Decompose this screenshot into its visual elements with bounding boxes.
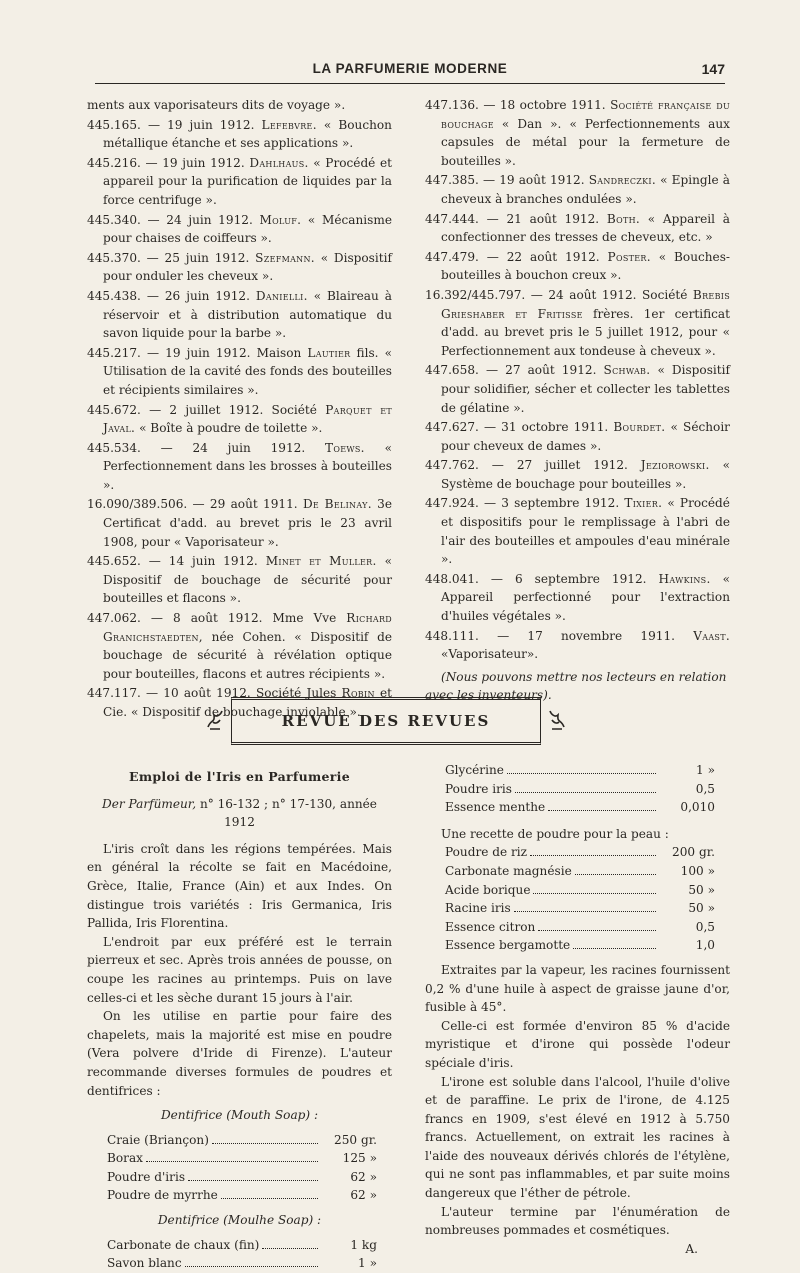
- ingredient-name: Essence citron: [445, 919, 536, 934]
- recipe-item: [445, 936, 715, 955]
- patent-author: Jeziorowski.: [640, 458, 710, 473]
- patent-date: — 27 juillet 1912.: [491, 458, 628, 473]
- ingredient-name: Carbonate de chaux (fin): [107, 1237, 260, 1252]
- patent-author: Bourdet.: [613, 420, 666, 435]
- patent-date: — 27 août 1912.: [485, 363, 597, 378]
- recipe-item: [445, 843, 715, 862]
- recipe-item: [445, 862, 715, 881]
- recipe-item: [445, 761, 715, 780]
- recipe-item: [445, 798, 715, 817]
- patent-entry: [425, 286, 730, 360]
- ingredient-name: Poudre iris: [445, 781, 512, 796]
- patent-number: 445.217.: [87, 345, 141, 360]
- leader-dots: [515, 792, 656, 793]
- leader-dots: [188, 1180, 318, 1181]
- patent-author: Danielli.: [255, 288, 308, 303]
- patent-number: 445.340.: [87, 212, 141, 227]
- ingredient-name: Glycérine: [445, 763, 504, 777]
- patent-author: Brebis Grieshaber et Fritisse: [441, 287, 730, 321]
- recipe-item: [107, 1254, 377, 1273]
- ingredient-quantity: 125 »: [342, 1151, 377, 1166]
- article-paragraph: Celle-ci est formée d'environ 85 % d'acide myristique et d'irone qui possède l'odeur spéciale d'iris.: [425, 1018, 730, 1070]
- source-journal: Der Parfümeur,: [102, 796, 197, 811]
- patent-author: Robin: [341, 686, 375, 701]
- patent-entry: [87, 154, 392, 210]
- patent-author: Tixier.: [624, 496, 663, 511]
- patent-date: — 10 août 1912. Société Jules: [146, 686, 337, 701]
- patent-entry: [425, 171, 730, 208]
- ingredient-name: Essence bergamotte: [445, 938, 571, 953]
- patent-date: — 24 juin 1912.: [147, 212, 253, 227]
- patent-number: 448.111.: [425, 628, 479, 643]
- leader-dots: [573, 948, 656, 949]
- patent-description: « Blaireau à réservoir et à distribution automatique du savon liquide pour la barbe ».: [103, 288, 392, 341]
- patent-number: 445.216.: [87, 155, 141, 170]
- ingredient-quantity: 1 »: [696, 763, 715, 777]
- ingredient-name: Craie (Briançon): [107, 1132, 209, 1147]
- patent-date: — 22 août 1912.: [486, 249, 600, 264]
- article-source: [87, 795, 392, 832]
- patent-list-left: [87, 96, 392, 723]
- article-paragraph: L'iris croît dans les régions tempérées. Mais en général la récolte se fait en Macédoine, Grèce, Italie, France (Ain) et aux Indes. On distingue trois variétés : Iris Germanica, Iris Pallida, Iris Florentina.: [87, 841, 392, 931]
- leader-dots: [507, 773, 656, 774]
- patent-date: — 6 septembre 1912.: [490, 571, 647, 586]
- patent-entry: [87, 116, 392, 153]
- patent-number: 447.479.: [425, 249, 479, 264]
- banner-box: [231, 697, 541, 745]
- ingredient-quantity: 1,0: [695, 938, 715, 953]
- ingredient-quantity: 0,010: [680, 800, 715, 815]
- patent-description: « Appareil perfectionné pour l'extraction d'huiles végétales ».: [441, 571, 730, 624]
- inventor-note: (Nous pouvons mettre nos lecteurs en relation avec les inventeurs).: [425, 669, 727, 703]
- patent-author: Poster.: [607, 249, 651, 264]
- patent-number: 16.090/389.506.: [87, 497, 188, 512]
- recipe-item: [107, 1168, 377, 1187]
- patent-number: 16.392/445.797.: [425, 287, 526, 302]
- patent-entry: [87, 401, 392, 438]
- patent-number: 445.165.: [87, 117, 141, 132]
- patent-entry: [425, 96, 730, 170]
- recipe-list: [445, 761, 715, 817]
- leader-dots: [538, 930, 656, 931]
- patent-entry: [425, 248, 730, 285]
- ingredient-quantity: 0,5: [695, 919, 715, 934]
- ingredient-name: Essence menthe: [445, 800, 546, 815]
- patent-date: — 19 juin 1912. Maison: [146, 345, 302, 360]
- patent-number: 447.924.: [425, 496, 479, 511]
- patent-entry: [425, 210, 730, 247]
- patent-author: Lefebvre.: [261, 117, 317, 132]
- patent-entry: [425, 361, 730, 417]
- patent-number: 445.672.: [87, 402, 141, 417]
- patent-number: 447.117.: [87, 686, 141, 701]
- article-left: [87, 768, 392, 1273]
- patent-description: « Epingle à cheveux à branches ondulées ».: [441, 173, 730, 206]
- patent-date: — 2 juillet 1912. Société: [149, 402, 317, 417]
- recipe-item: [445, 918, 715, 937]
- patent-description: « Perfectionnement dans les brosses à bouteilles ».: [103, 440, 392, 492]
- leader-dots: [530, 855, 656, 856]
- banner-title: REVUE DES REVUES: [281, 712, 491, 730]
- patent-entry: [87, 495, 392, 551]
- recipe-item: [445, 881, 715, 900]
- patent-date: — 21 août 1912.: [486, 211, 600, 226]
- recipe-item: [107, 1236, 377, 1255]
- ingredient-quantity: 1 kg: [350, 1237, 377, 1252]
- ingredient-quantity: 1 »: [358, 1256, 377, 1271]
- section-banner: [205, 697, 567, 745]
- patent-date: — 19 août 1912.: [482, 173, 585, 188]
- patent-description: fils. « Utilisation de la cavité des fonds des bouteilles et récipients similaires ».: [103, 345, 392, 397]
- patent-author: Schwab.: [603, 363, 651, 378]
- patent-entry: [87, 249, 392, 286]
- patent-author: Sandreczki.: [588, 173, 657, 188]
- patent-entry: [87, 287, 392, 343]
- ingredient-quantity: 200 gr.: [672, 845, 715, 860]
- patent-date: — 29 août 1911.: [192, 497, 298, 512]
- patent-number: 447.385.: [425, 173, 479, 188]
- patent-description: « Séchoir pour cheveux de dames ».: [441, 420, 730, 453]
- patent-date: — 17 novembre 1911.: [497, 628, 676, 643]
- patent-entry: [87, 96, 392, 115]
- page-header: [95, 55, 725, 85]
- patent-description: 3e Certificat d'add. au brevet pris le 23 avril 1908, pour « Vaporisateur ».: [103, 497, 392, 549]
- ingredient-quantity: 62 »: [350, 1169, 377, 1184]
- ornament-icon: [205, 709, 225, 731]
- patent-date: — 3 septembre 1912.: [484, 496, 620, 511]
- ingredient-name: Poudre de riz: [445, 845, 528, 860]
- patent-description: née Cohen. « Dispositif de bouchage de sécurité à révélation optique pour bouteilles, flacons et autres récipients ».: [103, 629, 392, 681]
- leader-dots: [514, 911, 656, 912]
- recipe-item: [445, 899, 715, 918]
- patent-description: « Procédé et dispositifs pour le remplissage à l'abri de l'air des bouteilles et ampoules d'eau minérale ».: [441, 496, 730, 567]
- patent-description: « Procédé et appareil pour la purification de liquides par la force centrifuge ».: [103, 155, 392, 207]
- patent-date: — 24 août 1912. Société: [530, 287, 688, 302]
- page-number: 147: [701, 61, 725, 77]
- patent-date: — 19 juin 1912.: [147, 117, 255, 132]
- patent-author: Dahlhaus.: [249, 155, 309, 170]
- patent-number: 447.627.: [425, 420, 479, 435]
- article-paragraph: L'endroit par eux préféré est le terrain pierreux et sec. Après trois années de pousse, on coupe les racines au printemps. Puis on lave celles-ci et les sèche durant 15 jours à l'air.: [87, 934, 392, 1005]
- patent-author: Both.: [606, 211, 641, 226]
- ornament-icon: [547, 709, 567, 731]
- patent-description: « Dan ». « Perfectionnements aux capsules de métal pour la fermeture de bouteilles ».: [441, 116, 730, 168]
- patent-entry: [87, 439, 392, 495]
- patent-description: « Appareil à confectionner des tresses de cheveux, etc. »: [441, 211, 730, 245]
- patent-description: ments aux vaporisateurs dits de voyage ».: [87, 98, 346, 112]
- patent-entry: [425, 418, 730, 455]
- header-rule: [95, 83, 725, 84]
- patent-entry: [87, 609, 392, 683]
- patent-date: — 24 juin 1912.: [160, 440, 306, 455]
- patent-number: 445.534.: [87, 440, 141, 455]
- ingredient-quantity: 50 »: [688, 901, 715, 916]
- ingredient-quantity: 50 »: [688, 882, 715, 897]
- running-title: LA PARFUMERIE MODERNE: [312, 61, 508, 76]
- patent-entry: [87, 552, 392, 608]
- leader-dots: [575, 874, 656, 875]
- recipe-title: Dentifrice (Mouth Soap) :: [160, 1108, 319, 1123]
- article-paragraph: L'auteur termine par l'énumération de nombreuses pommades et cosmétiques.: [425, 1204, 730, 1238]
- patent-description: « Mécanisme pour chaises de coiffeurs ».: [103, 212, 392, 246]
- patent-author: Moluf.: [259, 212, 302, 227]
- leader-dots: [212, 1143, 318, 1144]
- patent-date: — 14 juin 1912.: [148, 554, 258, 569]
- patent-number: 447.762.: [425, 458, 479, 473]
- patent-date: — 8 août 1912. Mme Vve: [150, 611, 337, 626]
- patent-number: 447.444.: [425, 211, 479, 226]
- leader-dots: [221, 1198, 318, 1199]
- patent-author: Lautier: [307, 345, 351, 360]
- ingredient-name: Poudre de myrrhe: [107, 1188, 218, 1203]
- patent-date: — 25 juin 1912.: [146, 250, 250, 265]
- ingredient-quantity: 62 »: [350, 1188, 377, 1203]
- patent-description: « Bouchon métallique étanche et ses applications ».: [103, 117, 392, 151]
- source-details: n° 16-132 ; n° 17-130, année 1912: [199, 796, 377, 830]
- patent-author: Richard Granichstaedten,: [103, 611, 392, 644]
- patent-date: — 31 octobre 1911.: [483, 420, 609, 435]
- recipe-intro: Une recette de poudre pour la peau :: [441, 826, 669, 841]
- patent-description: «Vaporisateur».: [441, 647, 539, 662]
- recipe-title: Dentifrice (Moulhe Soap) :: [157, 1213, 322, 1228]
- patent-entry: [87, 211, 392, 248]
- recipe-item: [107, 1131, 377, 1150]
- patent-number: 445.370.: [87, 250, 141, 265]
- patent-number: 445.438.: [87, 288, 141, 303]
- article-right: [425, 761, 730, 1258]
- patent-date: — 18 octobre 1911.: [483, 98, 606, 112]
- patent-author: Hawkins.: [658, 571, 711, 586]
- article-paragraph: L'irone est soluble dans l'alcool, l'huile d'olive et de paraffine. Le prix de l'irone, de 4.125 francs en 1909, s'est élevé en 1912 à 5.750 francs. Actuellement, on extrait les racines à l'aide des nouveaux dérivés chlorés de l'étylène, qui ne sont pas inflammables, et par suite moins dangereux que l'éther de pétrole.: [425, 1074, 730, 1201]
- article-signature: A.: [685, 1241, 698, 1256]
- patent-date: — 19 juin 1912.: [145, 155, 245, 170]
- patent-description: « Dispositif de bouchage de sécurité pour bouteilles et flacons ».: [103, 554, 392, 606]
- leader-dots: [185, 1266, 318, 1267]
- recipe-item: [445, 780, 715, 799]
- ingredient-quantity: 0,5: [695, 781, 715, 796]
- patent-list-right: [425, 96, 730, 717]
- patent-number: 448.041.: [425, 571, 479, 586]
- leader-dots: [533, 893, 656, 894]
- recipe-item: [107, 1149, 377, 1168]
- leader-dots: [262, 1248, 318, 1249]
- patent-description: « Système de bouchage pour bouteilles ».: [441, 458, 730, 491]
- patent-number: 447.062.: [87, 611, 141, 626]
- ingredient-name: Carbonate magnésie: [445, 863, 572, 878]
- leader-dots: [146, 1161, 318, 1162]
- patent-description: « Dispositif pour solidifier, sécher et collecter les tablettes de gélatine ».: [441, 363, 730, 415]
- patent-entry: [425, 494, 730, 568]
- ingredient-name: Poudre d'iris: [107, 1169, 186, 1184]
- ingredient-name: Acide borique: [445, 882, 531, 897]
- patent-entry: [425, 570, 730, 626]
- ingredient-name: Racine iris: [445, 901, 511, 916]
- recipe-item: [107, 1186, 377, 1205]
- recipe-list: [445, 843, 715, 955]
- recipe-list: [107, 1236, 377, 1273]
- article-title: Emploi de l'Iris en Parfumerie: [129, 769, 350, 784]
- patent-number: 447.658.: [425, 363, 479, 378]
- patent-author: Parquet et Javal.: [103, 402, 393, 436]
- patent-entry: [425, 456, 730, 493]
- ingredient-quantity: 100 »: [680, 863, 715, 878]
- ingredient-name: Borax: [107, 1151, 143, 1166]
- leader-dots: [548, 810, 656, 811]
- patent-description: frères. 1er certificat d'add. au brevet pris le 5 juillet 1912, pour « Perfectionnement aux tondeuse à cheveux ».: [441, 306, 731, 358]
- patent-author: De Belinay.: [302, 497, 372, 512]
- patent-author: Société française du bouchage: [441, 98, 730, 131]
- patent-description: et Cie. « Dispositif de bouchage inviolable ».: [103, 686, 392, 719]
- patent-entry: [87, 344, 392, 400]
- ingredient-quantity: 250 gr.: [334, 1132, 377, 1147]
- patent-date: — 26 juin 1912.: [146, 288, 250, 303]
- ingredient-name: Savon blanc: [107, 1256, 182, 1271]
- patent-author: Szefmann.: [255, 250, 315, 265]
- patent-number: 445.652.: [87, 554, 141, 569]
- article-paragraph: Extraites par la vapeur, les racines fournissent 0,2 % d'une huile à aspect de graisse jaune d'or, fusible à 45°.: [425, 962, 730, 1015]
- patent-author: Vaast.: [693, 628, 730, 643]
- patent-description: « Dispositif pour onduler les cheveux ».: [103, 250, 392, 284]
- recipe-list: [107, 1131, 377, 1205]
- patent-description: « Boîte à poudre de toilette ».: [139, 421, 323, 436]
- article-paragraph: On les utilise en partie pour faire des chapelets, mais la majorité est mise en poudre (Vera polvere d'Iride di Firenze). L'auteur recommande diverses formules de poudres et dentifrices :: [87, 1009, 392, 1098]
- patent-number: 447.136.: [425, 98, 479, 112]
- patent-author: Toews.: [324, 440, 365, 455]
- patent-entry: [425, 627, 730, 664]
- patent-description: « Bouches-bouteilles à bouchon creux ».: [441, 249, 730, 283]
- patent-author: Minet et Muller.: [265, 554, 377, 569]
